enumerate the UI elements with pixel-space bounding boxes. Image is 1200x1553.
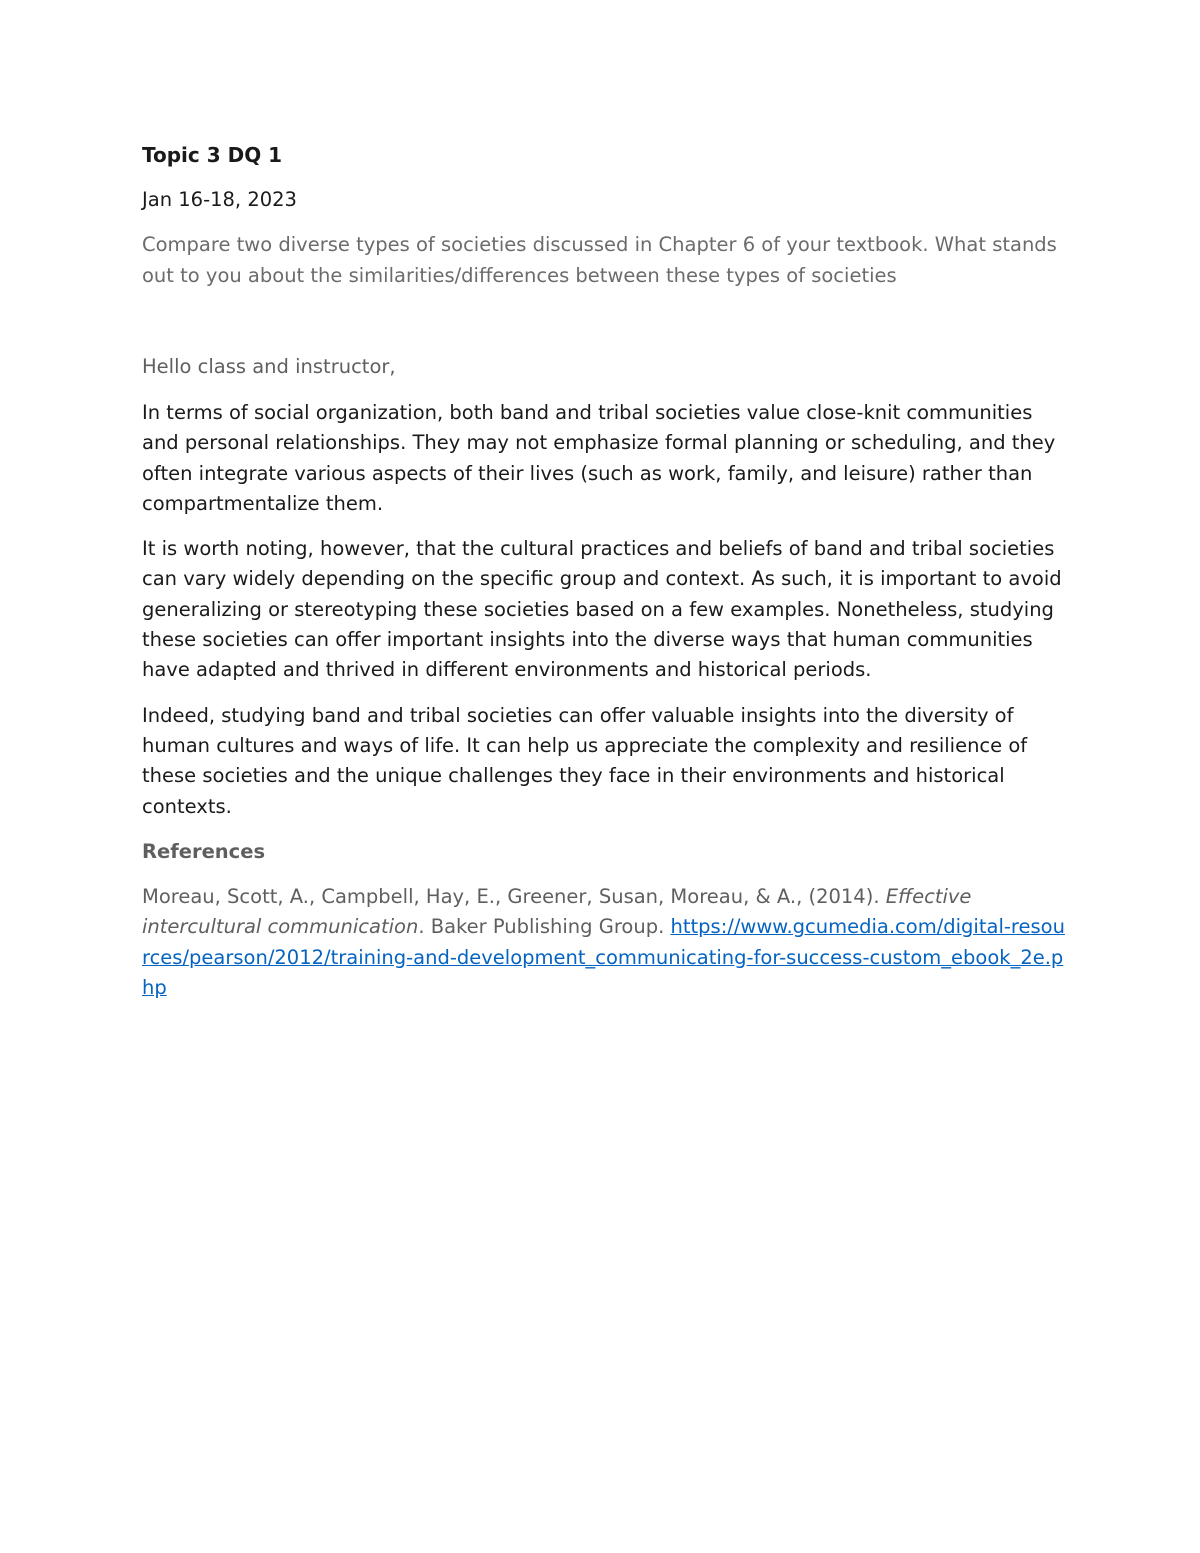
document-date: Jan 16-18, 2023 bbox=[142, 188, 297, 211]
body-paragraph-3: Indeed, studying band and tribal societies can offer valuable insights into the diversity of human cultures and ways of life. It can help us appreciate the complexity and resilience of these societies and the unique challenges they face in their environments and historical contexts. bbox=[142, 703, 1028, 818]
body-paragraph-1: In terms of social organization, both band and tribal societies value close-knit communities and personal relationships. They may not emphasize formal planning or scheduling, and they often integrate various aspects of their lives (such as work, family, and leisure) rather than compartmentalize them. bbox=[142, 401, 1056, 515]
references-heading: References bbox=[142, 839, 266, 863]
document-page bbox=[142, 140, 1072, 1004]
body-paragraph-2: It is worth noting, however, that the cultural practices and beliefs of band and tribal societies can vary widely depending on the specific group and context. As such, it is important to avoid generalizing or stereotyping these societies based on a few examples. Nonetheless, studying these societies can offer important insights into the diverse ways that human communities have adapted and thrived in different environments and historical periods. bbox=[142, 537, 1062, 682]
discussion-prompt: Compare two diverse types of societies discussed in Chapter 6 of your textbook. What stands out to you about the similarities/differences between these types of societies bbox=[142, 233, 1057, 287]
reference-book-title: Effective intercultural communication bbox=[142, 884, 972, 939]
reference-authors: Moreau, Scott, A., Campbell, Hay, E., Greener, Susan, Moreau, & A., (2014). bbox=[142, 884, 886, 908]
reference-publisher: . Baker Publishing Group. bbox=[418, 915, 671, 939]
reference-entry bbox=[142, 882, 1072, 1004]
greeting: Hello class and instructor, bbox=[142, 355, 396, 378]
reference-link[interactable]: https://www.gcumedia.com/digital-resources/pearson/2012/training-and-development_communicating-for-success-custom_ebook_2e.php bbox=[142, 915, 1065, 1000]
document-title: Topic 3 DQ 1 bbox=[142, 143, 283, 167]
